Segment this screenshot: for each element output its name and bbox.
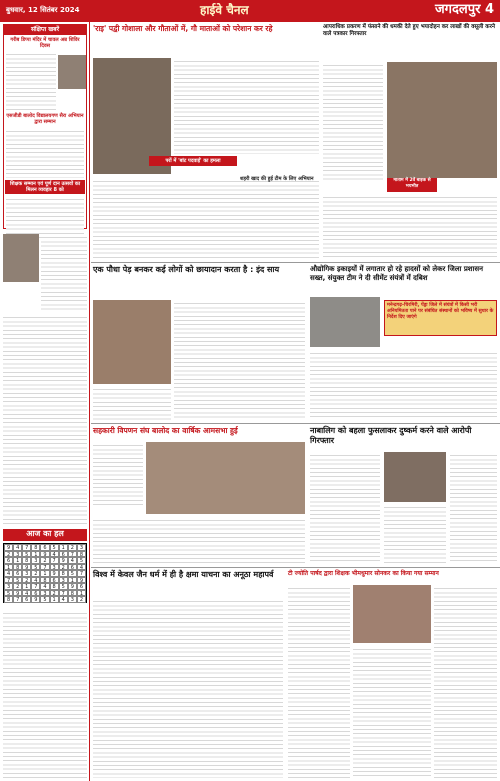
sudoku-cell: 8 [40,577,49,584]
issue-date: बुधवार, 12 सितंबर 2024 [6,6,80,14]
puzzle-title: आज का हल [3,529,87,541]
sudoku-cell: 4 [13,544,22,551]
headline: विश्व में केवल जैन धर्म में ही है क्षमा याचना का अनूठा महापर्व [93,570,274,579]
text-block [434,585,497,778]
headline-industry [310,265,497,295]
sudoku-cell: 6 [22,596,31,603]
sudoku-cell: 9 [50,570,59,577]
photo-planting [93,300,171,384]
photo-honour [353,585,431,643]
sudoku-cell: 3 [68,596,77,603]
sudoku-cell: 5 [59,583,68,590]
text-block [353,646,431,778]
sudoku-cell: 9 [31,596,40,603]
sudoku-cell: 6 [4,557,13,564]
headline-gau-shala [93,24,319,40]
sudoku-cell: 4 [40,583,49,590]
sudoku-cell: 5 [50,544,59,551]
headline: औद्योगिक इकाइयों में लगातार हो रहे हादसों को लेकर जिला प्रशासन सख्त, संयुक्त टीम ने दी सीमेंट संयंत्रों में दबिश [310,265,483,282]
sudoku-cell: 9 [59,557,68,564]
sudoku-cell: 2 [50,590,59,597]
sudoku-cell: 3 [50,564,59,571]
sudoku-cell: 5 [13,577,22,584]
sudoku-cell: 1 [77,590,86,597]
sudoku-cell: 3 [59,577,68,584]
sudoku-cell: 4 [4,570,13,577]
sudoku-cell: 5 [4,590,13,597]
brief-news-title: संक्षिप्त खबरें [4,25,86,35]
brief-headline-1: गरीब डिप्पा मंदिर में चावल अन्न शिविर दिवस [10,36,80,49]
headline: टी ज्योति पार्षद द्वारा शिक्षक भीमधुमार सोनकर का किया गया सम्मान [288,570,439,577]
headline-extortion [323,24,497,60]
text-block [93,178,319,260]
sudoku-cell: 6 [31,590,40,597]
highlight-box [384,300,497,336]
highlight-badge: माताम में 2वें बाइक से भयभीत [387,178,437,192]
headline-accused [310,426,497,450]
sudoku-cell: 9 [4,544,13,551]
sudoku-cell: 3 [4,583,13,590]
text-block [41,234,87,312]
headline: सहकारी विपणन संघ बालोद का वार्षिक आमसभा हुई [93,426,238,435]
headline: एक पौधा पेड़ बनकर कई लोगों को छायादान करता है : इंद साय [93,265,280,274]
sudoku-cell: 8 [13,564,22,571]
text-block [288,585,350,778]
sudoku-cell: 6 [13,570,22,577]
text-block [6,51,56,111]
sudoku-cell: 8 [77,551,86,558]
photo-accused [384,452,446,502]
sudoku-cell: 6 [50,577,59,584]
sudoku-cell: 3 [22,570,31,577]
sudoku-cell: 4 [77,564,86,571]
sudoku-cell: 7 [13,596,22,603]
sudoku-cell: 5 [77,557,86,564]
text-block [384,504,446,564]
sudoku-cell: 1 [4,564,13,571]
sudoku-cell: 8 [4,596,13,603]
sudoku-cell: 1 [31,551,40,558]
photo [3,234,39,282]
page-header [0,0,500,22]
sudoku-cell: 4 [68,557,77,564]
sudoku-cell: 8 [31,544,40,551]
sudoku-cell: 4 [31,577,40,584]
sudoku-cell: 6 [59,551,68,558]
sudoku-cell: 5 [68,570,77,577]
sudoku-cell: 2 [22,577,31,584]
text-block [310,452,380,564]
sudoku-cell: 1 [13,557,22,564]
sudoku-cell: 4 [50,551,59,558]
text-block [174,58,319,154]
sudoku-cell: 9 [68,583,77,590]
sudoku-cell: 9 [77,577,86,584]
brief-news-box [3,24,87,229]
photo-arrested [387,62,497,178]
sudoku-cell: 7 [68,551,77,558]
sudoku-cell: 5 [40,596,49,603]
sudoku-cell: 7 [4,577,13,584]
sudoku-cell: 6 [68,564,77,571]
sudoku-cell: 7 [31,583,40,590]
sudoku-cell: 1 [22,583,31,590]
sudoku-cell: 9 [40,551,49,558]
sudoku-cell: 7 [50,557,59,564]
text-block [6,128,84,178]
sudoku-cell: 8 [50,583,59,590]
text-block [323,194,497,260]
sudoku-cell: 3 [31,557,40,564]
headline-jain [93,570,283,594]
sudoku-cell: 8 [68,590,77,597]
sudoku-cell: 5 [31,564,40,571]
text-block [93,598,283,778]
photo [58,55,86,89]
photo [310,297,380,347]
sudoku-cell: 7 [22,544,31,551]
headline: 'राइ' पद्वी गोशाला और गौताओं में, गौ माताओं को परेशान कर रहे [93,24,273,33]
paper-name: हाईवे चैनल [200,3,249,17]
headline: आपराधिक प्रकरण में फंसाने की धमकी देते हुए भयादोहन कर लाखों की वसूली करने वाले पत्रकार गिरफ्तार [323,24,495,37]
headline-cooperative [93,426,305,438]
sudoku-cell: 7 [59,590,68,597]
sudoku-cell: 2 [77,596,86,603]
text-block [93,442,143,506]
sudoku-cell: 1 [59,544,68,551]
sudoku-cell: 2 [40,557,49,564]
text-block [3,610,87,778]
sudoku-cell: 8 [22,557,31,564]
sudoku-cell: 8 [59,570,68,577]
sudoku-grid [3,543,87,603]
text-block [93,386,171,420]
sudoku-cell: 3 [13,551,22,558]
text-block [3,314,87,524]
text-block [174,300,305,420]
photo-plant-inspection [310,297,380,347]
highlight-text: मनेन्द्रगढ़-चिरमिरी, पेंड्रा जिले में संयंत्रों में किसी भरी अनियमितता पाने पर संबंधित संस्थानों को भविष्य में सुधार के निर्देश दिए जाएंगे [387,303,494,320]
sudoku-cell: 3 [40,590,49,597]
highlight-badge: परों में 'बांट पदवाई' का हमला [149,156,237,166]
sudoku-cell: 1 [68,577,77,584]
sudoku-cell: 4 [22,590,31,597]
page-label: जगदलपुर 4 [435,2,494,17]
brief-headline-3: शिक्षक सम्मान एवं पूर्ण दान उत्सवों का मिलन व्यवहार 8 को [5,180,85,195]
headline: नाबालिग को बहला फुसलाकर दुष्कर्म करने वाले आरोपी गिरफ्तार [310,426,472,445]
sudoku-cell: 1 [40,570,49,577]
sudoku-cell: 9 [22,564,31,571]
sudoku-cell: 7 [77,570,86,577]
headline-teacher [288,570,497,582]
sudoku-cell: 5 [22,551,31,558]
sudoku-cell: 2 [68,544,77,551]
headline-tree [93,265,305,291]
text-block [323,62,383,182]
sudoku-cell: 6 [77,583,86,590]
sudoku-cell: 9 [13,590,22,597]
sudoku-cell: 2 [59,564,68,571]
subhead: शहरी खाद की हुई टीम के लिए अभियान [240,176,314,182]
sudoku-cell: 3 [77,544,86,551]
photo-meeting [146,442,305,514]
text-block [310,350,497,420]
sudoku-cell: 2 [13,583,22,590]
sudoku-cell: 2 [31,570,40,577]
left-column [0,22,90,781]
sudoku-cell: 7 [40,564,49,571]
text-block [93,517,305,565]
text-block [450,452,497,564]
sudoku-cell: 6 [40,544,49,551]
left-story-1 [3,234,87,312]
brief-headline-2: एसजीडी बालोद विद्यालयगण सैरा अभियान द्वारा सम्मान [6,113,84,126]
sudoku-cell: 1 [50,596,59,603]
sudoku-cell: 4 [59,596,68,603]
sudoku-cell: 2 [4,551,13,558]
